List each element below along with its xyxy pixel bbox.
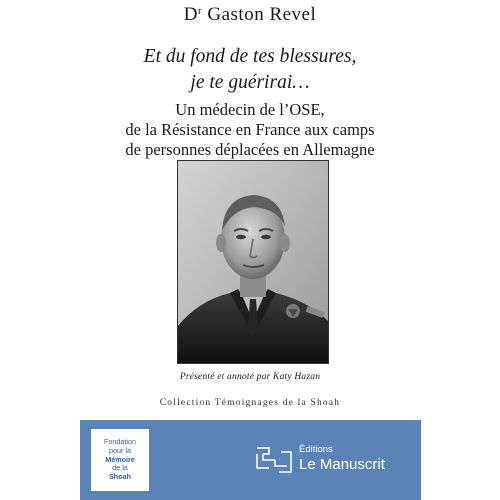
footer-band <box>80 420 421 500</box>
foundation-logo-line-5: Shoah <box>109 472 131 482</box>
book-subtitle <box>0 100 500 160</box>
publisher-logo <box>255 442 415 482</box>
foundation-logo <box>91 429 149 491</box>
author-surname: Gaston Revel <box>202 4 317 25</box>
publisher-editions: Éditions <box>299 444 333 455</box>
publisher-name: Le Manuscrit <box>299 456 385 473</box>
author-prefix-superscript: r <box>197 5 203 17</box>
author-name <box>0 4 500 26</box>
title-line-1: Et du fond de tes blessures, <box>143 46 357 67</box>
foundation-logo-line-1: Fondation <box>104 437 136 446</box>
subtitle-line-1: Un médecin de l’OSE, <box>175 100 325 119</box>
subtitle-line-3: de personnes déplacées en Allemagne <box>125 140 375 159</box>
subtitle-line-2: de la Résistance en France aux camps <box>125 120 375 139</box>
book-title <box>0 44 500 96</box>
portrait-photo <box>177 160 329 364</box>
foundation-logo-line-3: Mémoire <box>105 454 135 464</box>
title-line-2: je te guérirai… <box>190 72 310 93</box>
presenter-credit: Présenté et annoté par Katy Hazan <box>179 372 321 382</box>
collection-name: Collection Témoignages de la Shoah <box>159 398 341 408</box>
foundation-logo-line-4: de la <box>112 463 128 473</box>
manuscript-logo-icon <box>255 444 293 474</box>
foundation-logo-line-2: pour la <box>109 445 131 455</box>
portrait-illustration <box>178 161 328 363</box>
author-prefix: D <box>183 4 198 25</box>
